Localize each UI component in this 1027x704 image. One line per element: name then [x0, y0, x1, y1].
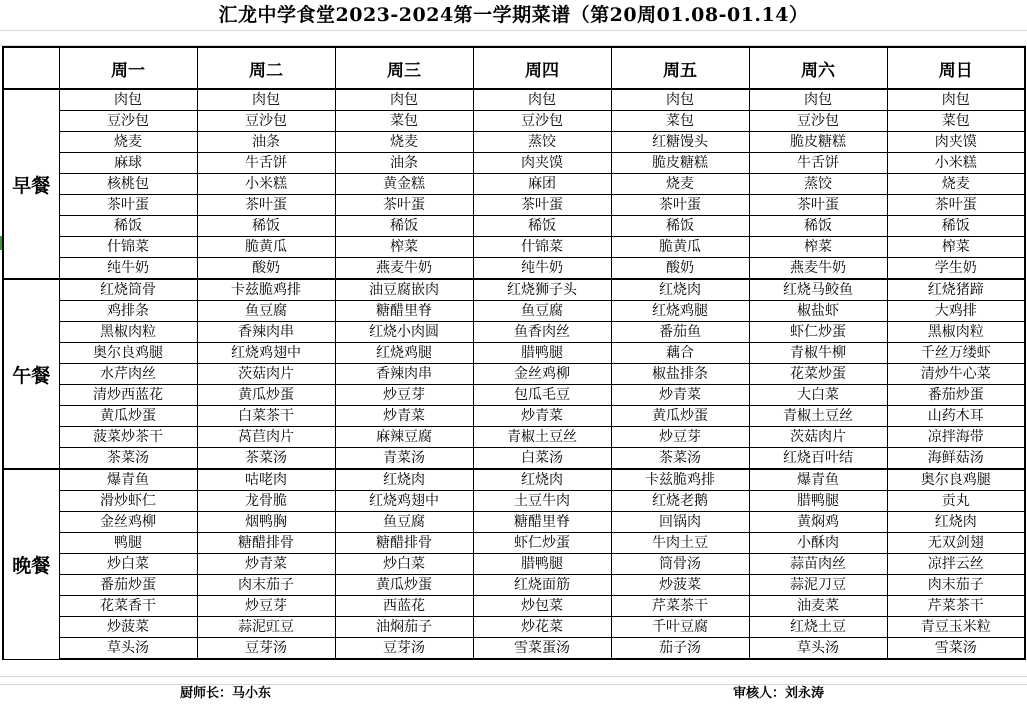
dish-cell[interactable]: 黑椒肉粒: [59, 322, 197, 343]
dish-cell[interactable]: 糖醋里脊: [473, 512, 611, 533]
dish-cell[interactable]: 油麦菜: [749, 596, 887, 617]
meal-label[interactable]: 晚餐: [3, 469, 59, 659]
dish-cell[interactable]: 白菜汤: [473, 448, 611, 470]
dish-cell[interactable]: 稀饭: [473, 216, 611, 237]
dish-cell[interactable]: 炒花菜: [473, 617, 611, 638]
dish-cell[interactable]: 肉包: [197, 89, 335, 111]
dish-cell[interactable]: 牛舌饼: [749, 153, 887, 174]
dish-cell[interactable]: 大鸡排: [887, 301, 1025, 322]
dish-cell[interactable]: 肉夹馍: [887, 132, 1025, 153]
dish-cell[interactable]: 番茄鱼: [611, 322, 749, 343]
dish-cell[interactable]: 炒包菜: [473, 596, 611, 617]
dish-cell[interactable]: 奥尔良鸡腿: [887, 469, 1025, 491]
dish-cell[interactable]: 脆皮糖糕: [749, 132, 887, 153]
dish-cell[interactable]: 油条: [335, 153, 473, 174]
table-row: [3, 385, 1025, 406]
dish-cell[interactable]: 肉末茄子: [887, 575, 1025, 596]
dish-cell[interactable]: 黄瓜炒蛋: [611, 406, 749, 427]
dish-cell[interactable]: 脆皮糖糕: [611, 153, 749, 174]
table-row: [3, 216, 1025, 237]
dish-cell[interactable]: 炒白菜: [59, 554, 197, 575]
dish-cell[interactable]: 稀饭: [611, 216, 749, 237]
dish-cell[interactable]: 红烧肉: [611, 279, 749, 301]
table-row: [3, 427, 1025, 448]
dish-cell[interactable]: 烧麦: [59, 132, 197, 153]
dish-cell[interactable]: 稀饭: [59, 216, 197, 237]
grid-line: [0, 676, 1027, 677]
table-row: [3, 153, 1025, 174]
dish-cell[interactable]: 纯牛奶: [59, 258, 197, 280]
dish-cell[interactable]: 芹菜茶干: [611, 596, 749, 617]
dish-cell[interactable]: 虾仁炒蛋: [473, 533, 611, 554]
dish-cell[interactable]: 豆芽汤: [335, 638, 473, 660]
table-row: [3, 617, 1025, 638]
dish-cell[interactable]: 炒青菜: [335, 406, 473, 427]
dish-cell[interactable]: 油条: [197, 132, 335, 153]
dish-cell[interactable]: 菠菜炒茶干: [59, 427, 197, 448]
dish-cell[interactable]: 土豆牛肉: [473, 491, 611, 512]
dish-cell[interactable]: 牛肉土豆: [611, 533, 749, 554]
dish-cell[interactable]: 茶菜汤: [611, 448, 749, 470]
dish-cell[interactable]: 炒白菜: [335, 554, 473, 575]
meal-label[interactable]: 午餐: [3, 279, 59, 469]
dish-cell[interactable]: 清炒西蓝花: [59, 385, 197, 406]
dish-cell[interactable]: 菜包: [887, 111, 1025, 132]
dish-cell[interactable]: 油豆腐嵌肉: [335, 279, 473, 301]
dish-cell[interactable]: 蒸饺: [749, 174, 887, 195]
dish-cell[interactable]: 水芹肉丝: [59, 364, 197, 385]
dish-cell[interactable]: 豆沙包: [59, 111, 197, 132]
dish-cell[interactable]: 糖醋排骨: [197, 533, 335, 554]
dish-cell[interactable]: 虾仁炒蛋: [749, 322, 887, 343]
table-row: [3, 343, 1025, 364]
chef-signature: 厨师长：马小东: [180, 686, 272, 701]
dish-cell[interactable]: 榨菜: [335, 237, 473, 258]
table-row: [3, 596, 1025, 617]
dish-cell[interactable]: 茶叶蛋: [197, 195, 335, 216]
dish-cell[interactable]: 蒜泥豇豆: [197, 617, 335, 638]
dish-cell[interactable]: 肉夹馍: [473, 153, 611, 174]
dish-cell[interactable]: 小酥肉: [749, 533, 887, 554]
dish-cell[interactable]: 茨菇肉片: [197, 364, 335, 385]
dish-cell[interactable]: 黑椒肉粒: [887, 322, 1025, 343]
dish-cell[interactable]: 黄瓜炒蛋: [59, 406, 197, 427]
dish-cell[interactable]: 蒜苗肉丝: [749, 554, 887, 575]
dish-cell[interactable]: 茶叶蛋: [887, 195, 1025, 216]
dish-cell[interactable]: 肉包: [611, 89, 749, 111]
dish-cell[interactable]: 爆青鱼: [59, 469, 197, 491]
table-row: [3, 533, 1025, 554]
dish-cell[interactable]: 贡丸: [887, 491, 1025, 512]
dish-cell[interactable]: 花菜香干: [59, 596, 197, 617]
dish-cell[interactable]: 卡兹脆鸡排: [611, 469, 749, 491]
dish-cell[interactable]: 红烧小肉圆: [335, 322, 473, 343]
dish-cell[interactable]: 豆沙包: [473, 111, 611, 132]
dish-cell[interactable]: 香辣肉串: [197, 322, 335, 343]
table-row: [3, 554, 1025, 575]
dish-cell[interactable]: 麻球: [59, 153, 197, 174]
day-header[interactable]: 周四: [473, 47, 611, 89]
table-row: [3, 89, 1025, 111]
dish-cell[interactable]: 无双剑翅: [887, 533, 1025, 554]
dish-cell[interactable]: 蒜泥刀豆: [749, 575, 887, 596]
dish-cell[interactable]: 核桃包: [59, 174, 197, 195]
grid-line: [0, 684, 1027, 685]
dish-cell[interactable]: 茨菇肉片: [749, 427, 887, 448]
dish-cell[interactable]: 肉包: [59, 89, 197, 111]
dish-cell[interactable]: 山药木耳: [887, 406, 1025, 427]
dish-cell[interactable]: 鸭腿: [59, 533, 197, 554]
dish-cell[interactable]: 青椒土豆丝: [749, 406, 887, 427]
dish-cell[interactable]: 红烧鸡腿: [611, 301, 749, 322]
dish-cell[interactable]: 炒青菜: [197, 554, 335, 575]
dish-cell[interactable]: 茶叶蛋: [749, 195, 887, 216]
dish-cell[interactable]: 油焖茄子: [335, 617, 473, 638]
grid-line: [0, 30, 1027, 31]
corner-cell: [3, 47, 59, 89]
dish-cell[interactable]: 青豆玉米粒: [887, 617, 1025, 638]
dish-cell[interactable]: 豆芽汤: [197, 638, 335, 660]
table-row: [3, 322, 1025, 343]
dish-cell[interactable]: 炒菠菜: [611, 575, 749, 596]
dish-cell[interactable]: 凉拌云丝: [887, 554, 1025, 575]
dish-cell[interactable]: 大白菜: [749, 385, 887, 406]
dish-cell[interactable]: 烧麦: [611, 174, 749, 195]
dish-cell[interactable]: 菜包: [335, 111, 473, 132]
dish-cell[interactable]: 糖醋排骨: [335, 533, 473, 554]
dish-cell[interactable]: 红烧鸡翅中: [335, 491, 473, 512]
dish-cell[interactable]: 纯牛奶: [473, 258, 611, 280]
dish-cell[interactable]: 牛舌饼: [197, 153, 335, 174]
dish-cell[interactable]: 腊鸭腿: [473, 343, 611, 364]
dish-cell[interactable]: 椒盐排条: [611, 364, 749, 385]
table-row: [3, 237, 1025, 258]
dish-cell[interactable]: 红烧鸡翅中: [197, 343, 335, 364]
dish-cell[interactable]: 奥尔良鸡腿: [59, 343, 197, 364]
dish-cell[interactable]: 筒骨汤: [611, 554, 749, 575]
dish-cell[interactable]: 茶叶蛋: [611, 195, 749, 216]
dish-cell[interactable]: 茶叶蛋: [59, 195, 197, 216]
dish-cell[interactable]: 青椒牛柳: [749, 343, 887, 364]
table-row: [3, 195, 1025, 216]
table-row: [3, 364, 1025, 385]
day-header[interactable]: 周一: [59, 47, 197, 89]
dish-cell[interactable]: 红烧狮子头: [473, 279, 611, 301]
dish-cell[interactable]: 黄焖鸡: [749, 512, 887, 533]
table-row: [3, 491, 1025, 512]
dish-cell[interactable]: 烧麦: [887, 174, 1025, 195]
dish-cell[interactable]: 海鲜菇汤: [887, 448, 1025, 470]
dish-cell[interactable]: 红烧肉: [887, 512, 1025, 533]
dish-cell[interactable]: 鱼豆腐: [197, 301, 335, 322]
dish-cell[interactable]: 草头汤: [749, 638, 887, 660]
dish-cell[interactable]: 清炒牛心菜: [887, 364, 1025, 385]
day-header[interactable]: 周日: [887, 47, 1025, 89]
dish-cell[interactable]: 藕合: [611, 343, 749, 364]
meal-label[interactable]: 早餐: [3, 89, 59, 279]
dish-cell[interactable]: 花菜炒蛋: [749, 364, 887, 385]
dish-cell[interactable]: 黄瓜炒蛋: [197, 385, 335, 406]
dish-cell[interactable]: 腊鸭腿: [473, 554, 611, 575]
dish-cell[interactable]: 茄子汤: [611, 638, 749, 660]
dish-cell[interactable]: 白菜茶干: [197, 406, 335, 427]
dish-cell[interactable]: 黄瓜炒蛋: [335, 575, 473, 596]
dish-cell[interactable]: 豆沙包: [197, 111, 335, 132]
dish-cell[interactable]: 酸奶: [197, 258, 335, 280]
table-row: [3, 512, 1025, 533]
dish-cell[interactable]: 番茄炒蛋: [887, 385, 1025, 406]
dish-cell[interactable]: 榨菜: [749, 237, 887, 258]
day-header[interactable]: 周六: [749, 47, 887, 89]
dish-cell[interactable]: 千叶豆腐: [611, 617, 749, 638]
dish-cell[interactable]: 红烧筒骨: [59, 279, 197, 301]
day-header[interactable]: 周三: [335, 47, 473, 89]
dish-cell[interactable]: 烟鸭胸: [197, 512, 335, 533]
menu-title: 汇龙中学食堂2023-2024第一学期菜谱（第20周01.08-01.14）: [218, 4, 809, 26]
dish-cell[interactable]: 草头汤: [59, 638, 197, 660]
dish-cell[interactable]: 豆沙包: [749, 111, 887, 132]
dish-cell[interactable]: 脆黄瓜: [197, 237, 335, 258]
dish-cell[interactable]: 红糖馒头: [611, 132, 749, 153]
table-row: [3, 575, 1025, 596]
dish-cell[interactable]: 学生奶: [887, 258, 1025, 280]
dish-cell[interactable]: 黄金糕: [335, 174, 473, 195]
dish-cell[interactable]: 炒青菜: [611, 385, 749, 406]
dish-cell[interactable]: 香辣肉串: [335, 364, 473, 385]
dish-cell[interactable]: 茶叶蛋: [335, 195, 473, 216]
table-row: [3, 279, 1025, 301]
dish-cell[interactable]: 燕麦牛奶: [749, 258, 887, 280]
dish-cell[interactable]: 脆黄瓜: [611, 237, 749, 258]
dish-cell[interactable]: 红烧百叶结: [749, 448, 887, 470]
dish-cell[interactable]: 雪菜蛋汤: [473, 638, 611, 660]
dish-cell[interactable]: 爆青鱼: [749, 469, 887, 491]
table-row: [3, 174, 1025, 195]
dish-cell[interactable]: 炒豆芽: [197, 596, 335, 617]
dish-cell[interactable]: 滑炒虾仁: [59, 491, 197, 512]
reviewer-signature: 审核人：刘永涛: [733, 686, 825, 701]
dish-cell[interactable]: 红烧肉: [335, 469, 473, 491]
dish-cell[interactable]: 金丝鸡柳: [59, 512, 197, 533]
dish-cell[interactable]: 红烧土豆: [749, 617, 887, 638]
dish-cell[interactable]: 肉包: [473, 89, 611, 111]
dish-cell[interactable]: 稀饭: [887, 216, 1025, 237]
dish-cell[interactable]: 燕麦牛奶: [335, 258, 473, 280]
table-row: [3, 258, 1025, 280]
table-row: [3, 301, 1025, 322]
dish-cell[interactable]: 西蓝花: [335, 596, 473, 617]
dish-cell[interactable]: 茶菜汤: [197, 448, 335, 470]
dish-cell[interactable]: 红烧面筋: [473, 575, 611, 596]
dish-cell[interactable]: 千丝万缕虾: [887, 343, 1025, 364]
dish-cell[interactable]: 炒豆芽: [611, 427, 749, 448]
dish-cell[interactable]: 炒青菜: [473, 406, 611, 427]
dish-cell[interactable]: 菜包: [611, 111, 749, 132]
dish-cell[interactable]: 麻团: [473, 174, 611, 195]
dish-cell[interactable]: 红烧鸡腿: [335, 343, 473, 364]
dish-cell[interactable]: 卡兹脆鸡排: [197, 279, 335, 301]
table-row: [3, 448, 1025, 470]
dish-cell[interactable]: 莴苣肉片: [197, 427, 335, 448]
dish-cell[interactable]: 炒豆芽: [335, 385, 473, 406]
table-row: [3, 111, 1025, 132]
dish-cell[interactable]: 酸奶: [611, 258, 749, 280]
table-row: [3, 469, 1025, 491]
dish-cell[interactable]: 榨菜: [887, 237, 1025, 258]
dish-cell[interactable]: 番茄炒蛋: [59, 575, 197, 596]
table-row: [3, 638, 1025, 660]
dish-cell[interactable]: 肉包: [749, 89, 887, 111]
table-row: [3, 406, 1025, 427]
table-row: [3, 132, 1025, 153]
dish-cell[interactable]: 红烧猪蹄: [887, 279, 1025, 301]
day-header-row: [3, 47, 1025, 89]
dish-cell[interactable]: 麻辣豆腐: [335, 427, 473, 448]
dish-cell[interactable]: 青椒土豆丝: [473, 427, 611, 448]
dish-cell[interactable]: 糖醋里脊: [335, 301, 473, 322]
day-header[interactable]: 周五: [611, 47, 749, 89]
dish-cell[interactable]: 稀饭: [335, 216, 473, 237]
dish-cell[interactable]: 肉包: [335, 89, 473, 111]
dish-cell[interactable]: 烧麦: [335, 132, 473, 153]
dish-cell[interactable]: 茶叶蛋: [473, 195, 611, 216]
dish-cell[interactable]: 稀饭: [197, 216, 335, 237]
dish-cell[interactable]: 鱼豆腐: [335, 512, 473, 533]
dish-cell[interactable]: 红烧老鹅: [611, 491, 749, 512]
dish-cell[interactable]: 小米糕: [197, 174, 335, 195]
dish-cell[interactable]: 鸡排条: [59, 301, 197, 322]
dish-cell[interactable]: 红烧马鲛鱼: [749, 279, 887, 301]
dish-cell[interactable]: 鱼香肉丝: [473, 322, 611, 343]
dish-cell[interactable]: 雪菜汤: [887, 638, 1025, 660]
menu-body: [3, 89, 1025, 659]
dish-cell[interactable]: 鱼豆腐: [473, 301, 611, 322]
dish-cell[interactable]: 茶菜汤: [59, 448, 197, 470]
dish-cell[interactable]: 炒菠菜: [59, 617, 197, 638]
dish-cell[interactable]: 凉拌海带: [887, 427, 1025, 448]
dish-cell[interactable]: 腊鸭腿: [749, 491, 887, 512]
dish-cell[interactable]: 龙骨脆: [197, 491, 335, 512]
dish-cell[interactable]: 什锦菜: [473, 237, 611, 258]
dish-cell[interactable]: 咕咾肉: [197, 469, 335, 491]
dish-cell[interactable]: 回锅肉: [611, 512, 749, 533]
dish-cell[interactable]: 青菜汤: [335, 448, 473, 470]
dish-cell[interactable]: 什锦菜: [59, 237, 197, 258]
menu-table: [2, 46, 1026, 660]
day-header[interactable]: 周二: [197, 47, 335, 89]
dish-cell[interactable]: 稀饭: [749, 216, 887, 237]
dish-cell[interactable]: 芹菜茶干: [887, 596, 1025, 617]
dish-cell[interactable]: 肉包: [887, 89, 1025, 111]
dish-cell[interactable]: 小米糕: [887, 153, 1025, 174]
dish-cell[interactable]: 蒸饺: [473, 132, 611, 153]
dish-cell[interactable]: 椒盐虾: [749, 301, 887, 322]
dish-cell[interactable]: 肉末茄子: [197, 575, 335, 596]
dish-cell[interactable]: 金丝鸡柳: [473, 364, 611, 385]
dish-cell[interactable]: 红烧肉: [473, 469, 611, 491]
dish-cell[interactable]: 包瓜毛豆: [473, 385, 611, 406]
